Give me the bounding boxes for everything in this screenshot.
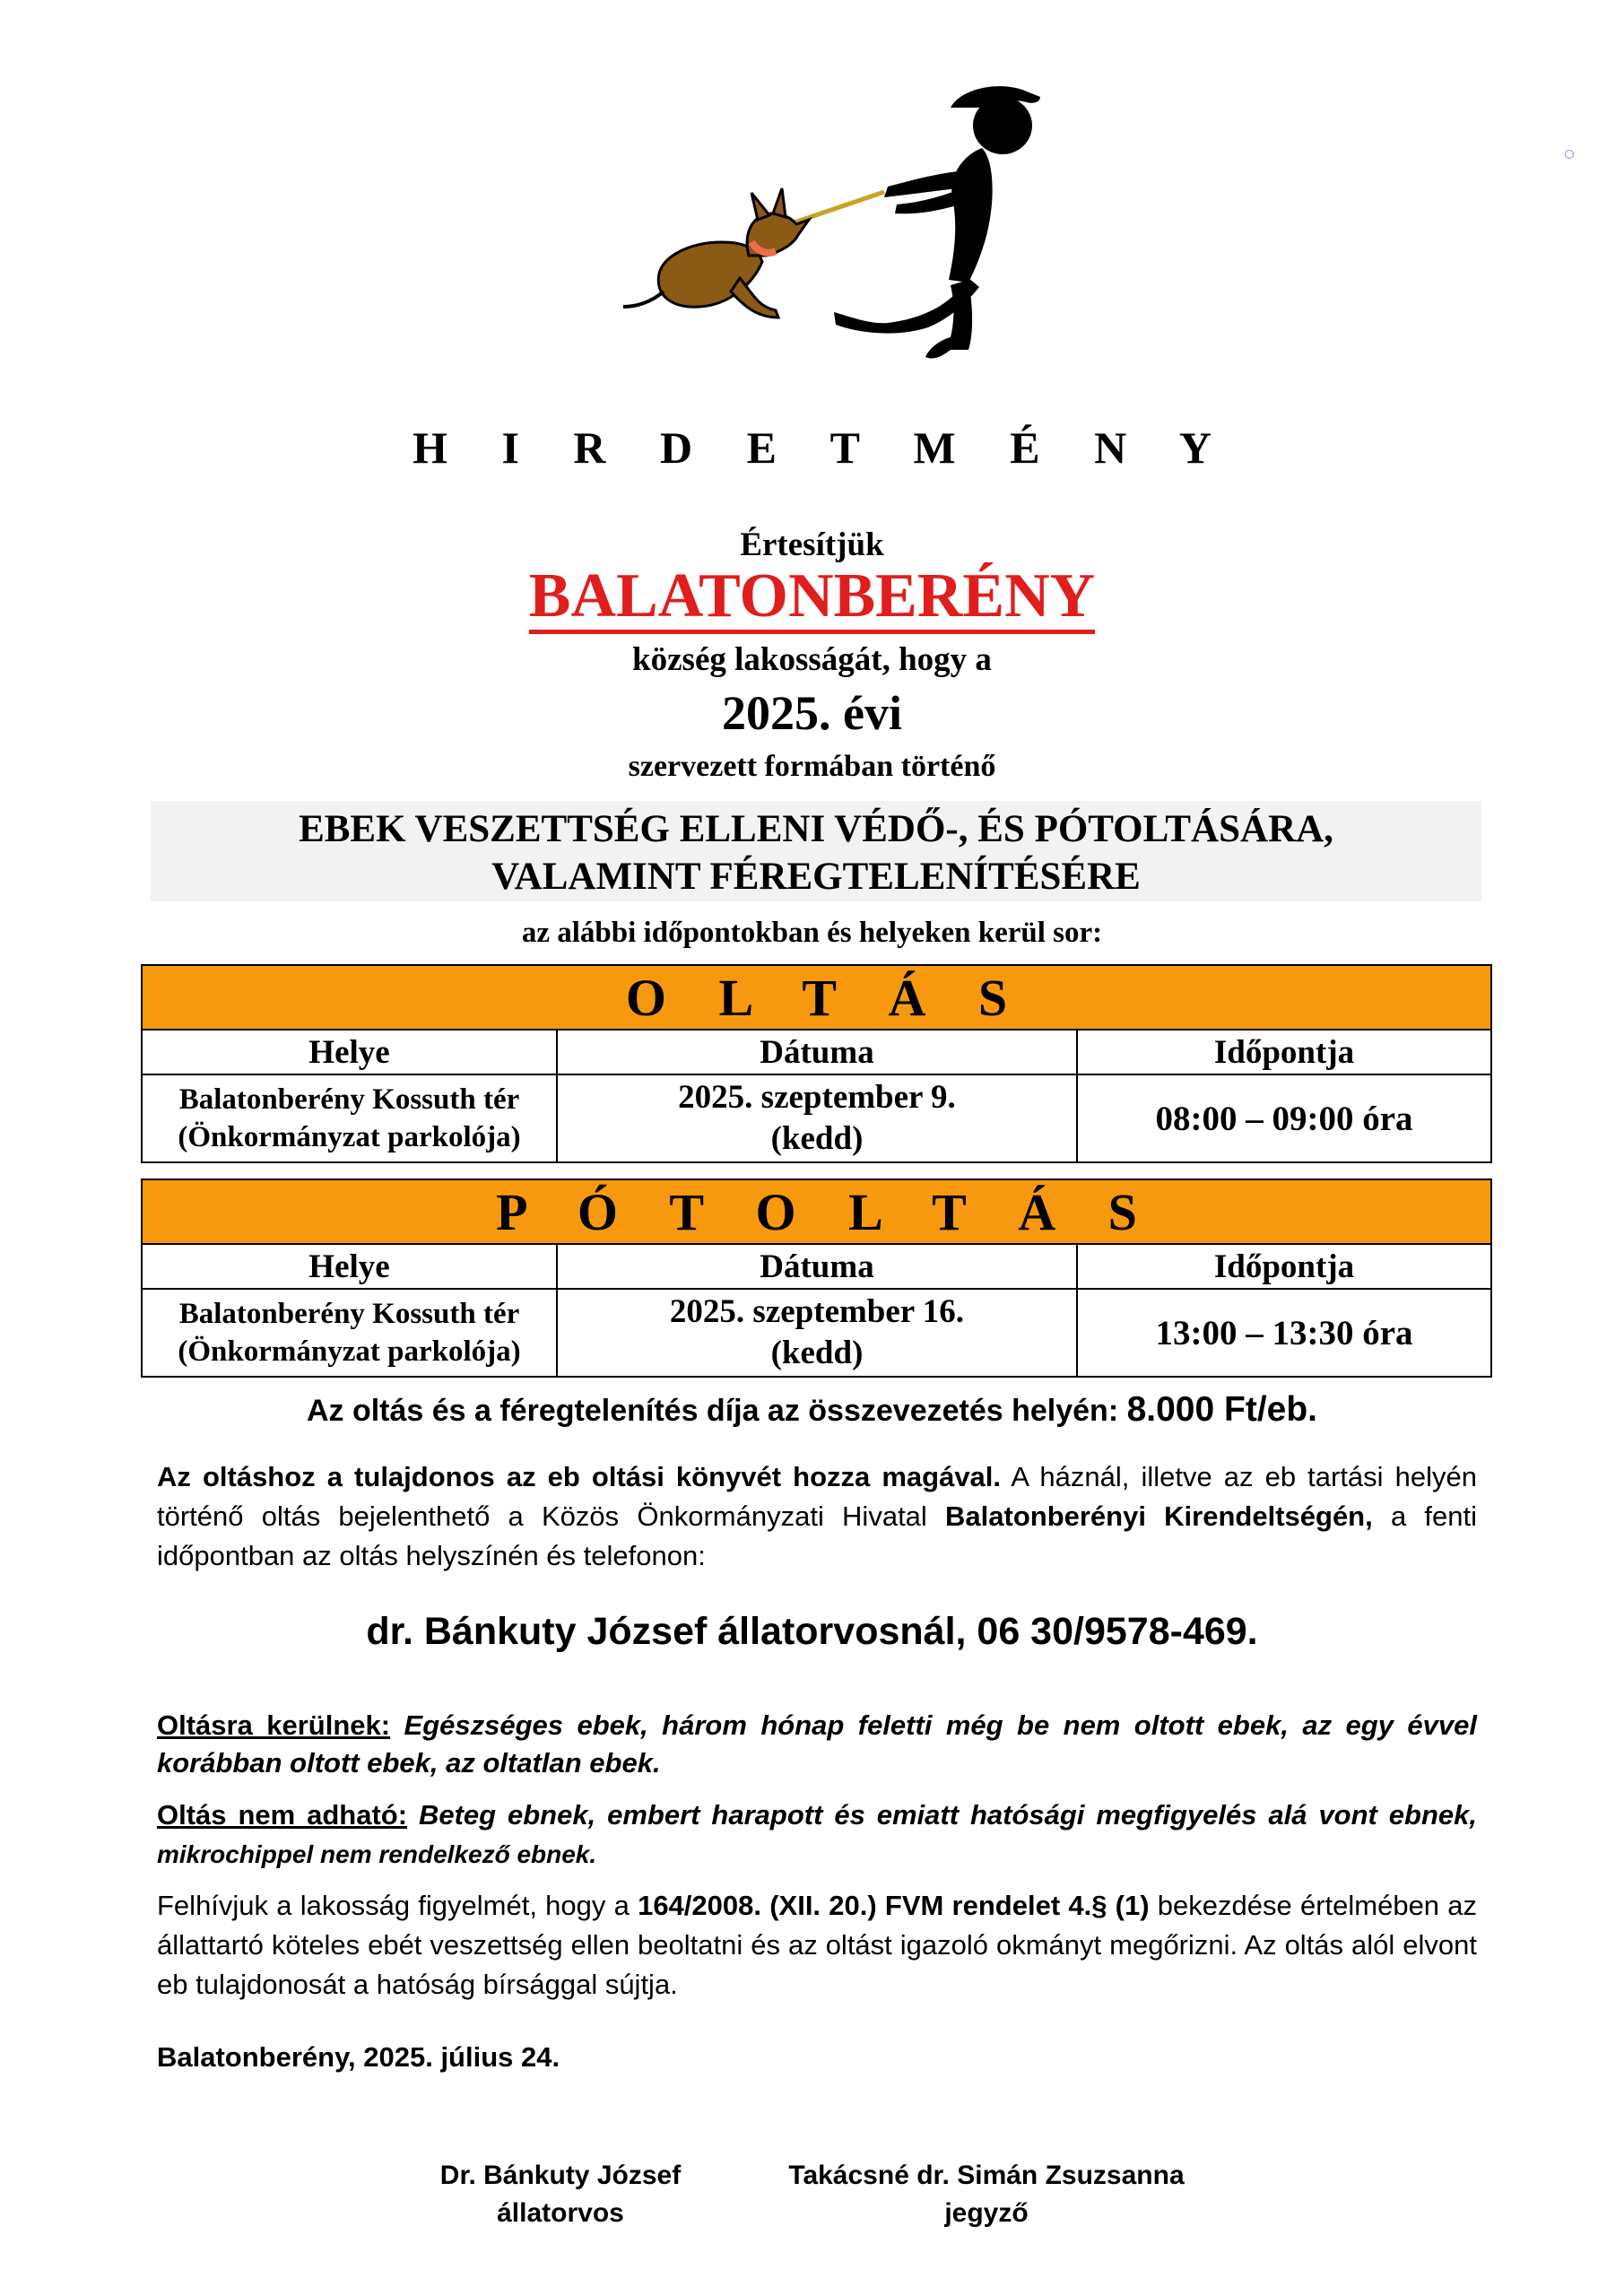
signature-role: állatorvos — [497, 2198, 624, 2228]
eligible-text: Egészséges ebek, három hónap feletti még be nem oltott ebek, az egy évvel korábban oltott ebek, az oltatlan ebek. — [157, 1709, 1477, 1779]
fee-amount: 8.000 Ft/eb. — [1126, 1390, 1318, 1429]
page-title: H I R D E T M É N Y — [413, 422, 1233, 473]
fee-text: Az oltás és a féregtelenítés díja az összevezetés helyén: — [306, 1394, 1127, 1428]
signature-vet — [399, 2157, 722, 2232]
place-cell — [142, 1074, 557, 1162]
banner-line-1: EBEK VESZETTSÉG ELLENI VÉDŐ-, ÉS PÓTOLTÁSÁRA, — [299, 808, 1333, 850]
place-line-2: (Önkormányzat parkolója) — [178, 1121, 521, 1153]
column-header-place: Helye — [142, 1244, 557, 1289]
ineligible-paragraph — [157, 1796, 1477, 1874]
signature-name: Takácsné dr. Simán Zsuzsanna — [788, 2161, 1185, 2190]
legal-text-1: Felhívjuk a lakosság figyelmét, hogy a — [157, 1890, 638, 1921]
dog-walker-illustration — [574, 72, 1076, 368]
column-header-place: Helye — [142, 1030, 557, 1074]
date-line-1: 2025. szeptember 16. — [669, 1293, 965, 1330]
place-cell — [142, 1289, 557, 1377]
signature-name: Dr. Bánkuty József — [439, 2161, 682, 2190]
ineligible-label: Oltás nem adható: — [157, 1799, 408, 1831]
revaccination-heading: P Ó T O L T Á S — [142, 1179, 1491, 1244]
year-line: 2025. évi — [722, 686, 902, 740]
column-header-date: Dátuma — [557, 1030, 1077, 1074]
booking-paragraph — [157, 1457, 1477, 1576]
column-header-time: Időpontja — [1077, 1244, 1491, 1289]
ineligible-text: Beteg ebnek, embert harapott és emiatt hatósági megfigyelés alá vont ebnek, — [407, 1799, 1478, 1831]
date-cell — [557, 1289, 1077, 1377]
booking-text-2: a fenti időpontban az oltás helyszínén és telefonon: — [157, 1500, 1478, 1571]
revaccination-table — [141, 1178, 1492, 1378]
eligible-paragraph — [157, 1707, 1477, 1782]
time-cell: 13:00 – 13:30 óra — [1077, 1289, 1491, 1377]
intro-line-1: Értesítjük — [740, 526, 884, 563]
vaccination-table — [141, 964, 1492, 1163]
booking-bold-2: Balatonberényi Kirendeltségén, — [945, 1500, 1373, 1532]
column-header-date: Dátuma — [557, 1244, 1077, 1289]
intro-line-5: szervezett formában történő — [628, 750, 996, 783]
date-line-2: (kedd) — [770, 1120, 864, 1157]
fee-line — [0, 1390, 1624, 1430]
vet-contact: dr. Bánkuty József állatorvosnál, 06 30/9578-469. — [366, 1610, 1258, 1653]
signature-role: jegyző — [944, 2198, 1029, 2228]
town-name-text: BALATONBERÉNY — [529, 563, 1095, 634]
town-name — [0, 563, 1624, 634]
intro-line-3: község lakosságát, hogy a — [632, 641, 992, 678]
banner-line-2: VALAMINT FÉREGTELENÍTÉSÉRE — [491, 856, 1141, 898]
place-date: Balatonberény, 2025. július 24. — [157, 2041, 560, 2073]
booking-text-1: A háznál, illetve az eb tartási helyén történő oltás bejelenthető a Közös Önkormányzati Hivatal — [157, 1461, 1477, 1532]
eligible-label: Oltásra kerülnek: — [157, 1709, 391, 1741]
booking-bold-1: Az oltáshoz a tulajdonos az eb oltási könyvét hozza magával. — [157, 1461, 1002, 1492]
decorative-dot — [1565, 150, 1574, 159]
legal-text-2: bekezdése értelmében az állattartó köteles ebét veszettség ellen beoltatni és az oltást igazoló okmányt megőrizni. Az oltás alól elvont eb tulajdonosát a hatóság bírsággal sújtja. — [157, 1890, 1478, 2000]
place-line-1: Balatonberény Kossuth tér — [178, 1298, 520, 1330]
legal-bold: 164/2008. (XII. 20.) FVM rendelet 4.§ (1) — [638, 1890, 1150, 1921]
subject-banner — [151, 801, 1481, 901]
place-line-2: (Önkormányzat parkolója) — [178, 1335, 521, 1368]
signature-notary — [762, 2157, 1211, 2232]
date-line-2: (kedd) — [770, 1335, 864, 1371]
ineligible-small: mikrochippel nem rendelkező ebnek. — [157, 1840, 597, 1868]
time-cell: 08:00 – 09:00 óra — [1077, 1074, 1491, 1162]
date-line-1: 2025. szeptember 9. — [678, 1079, 956, 1116]
column-header-time: Időpontja — [1077, 1030, 1491, 1074]
place-line-1: Balatonberény Kossuth tér — [178, 1083, 520, 1116]
vaccination-heading: O L T Á S — [142, 965, 1491, 1030]
legal-paragraph — [157, 1886, 1477, 2005]
schedule-intro: az alábbi időpontokban és helyeken kerül sor: — [521, 917, 1103, 949]
date-cell — [557, 1074, 1077, 1162]
